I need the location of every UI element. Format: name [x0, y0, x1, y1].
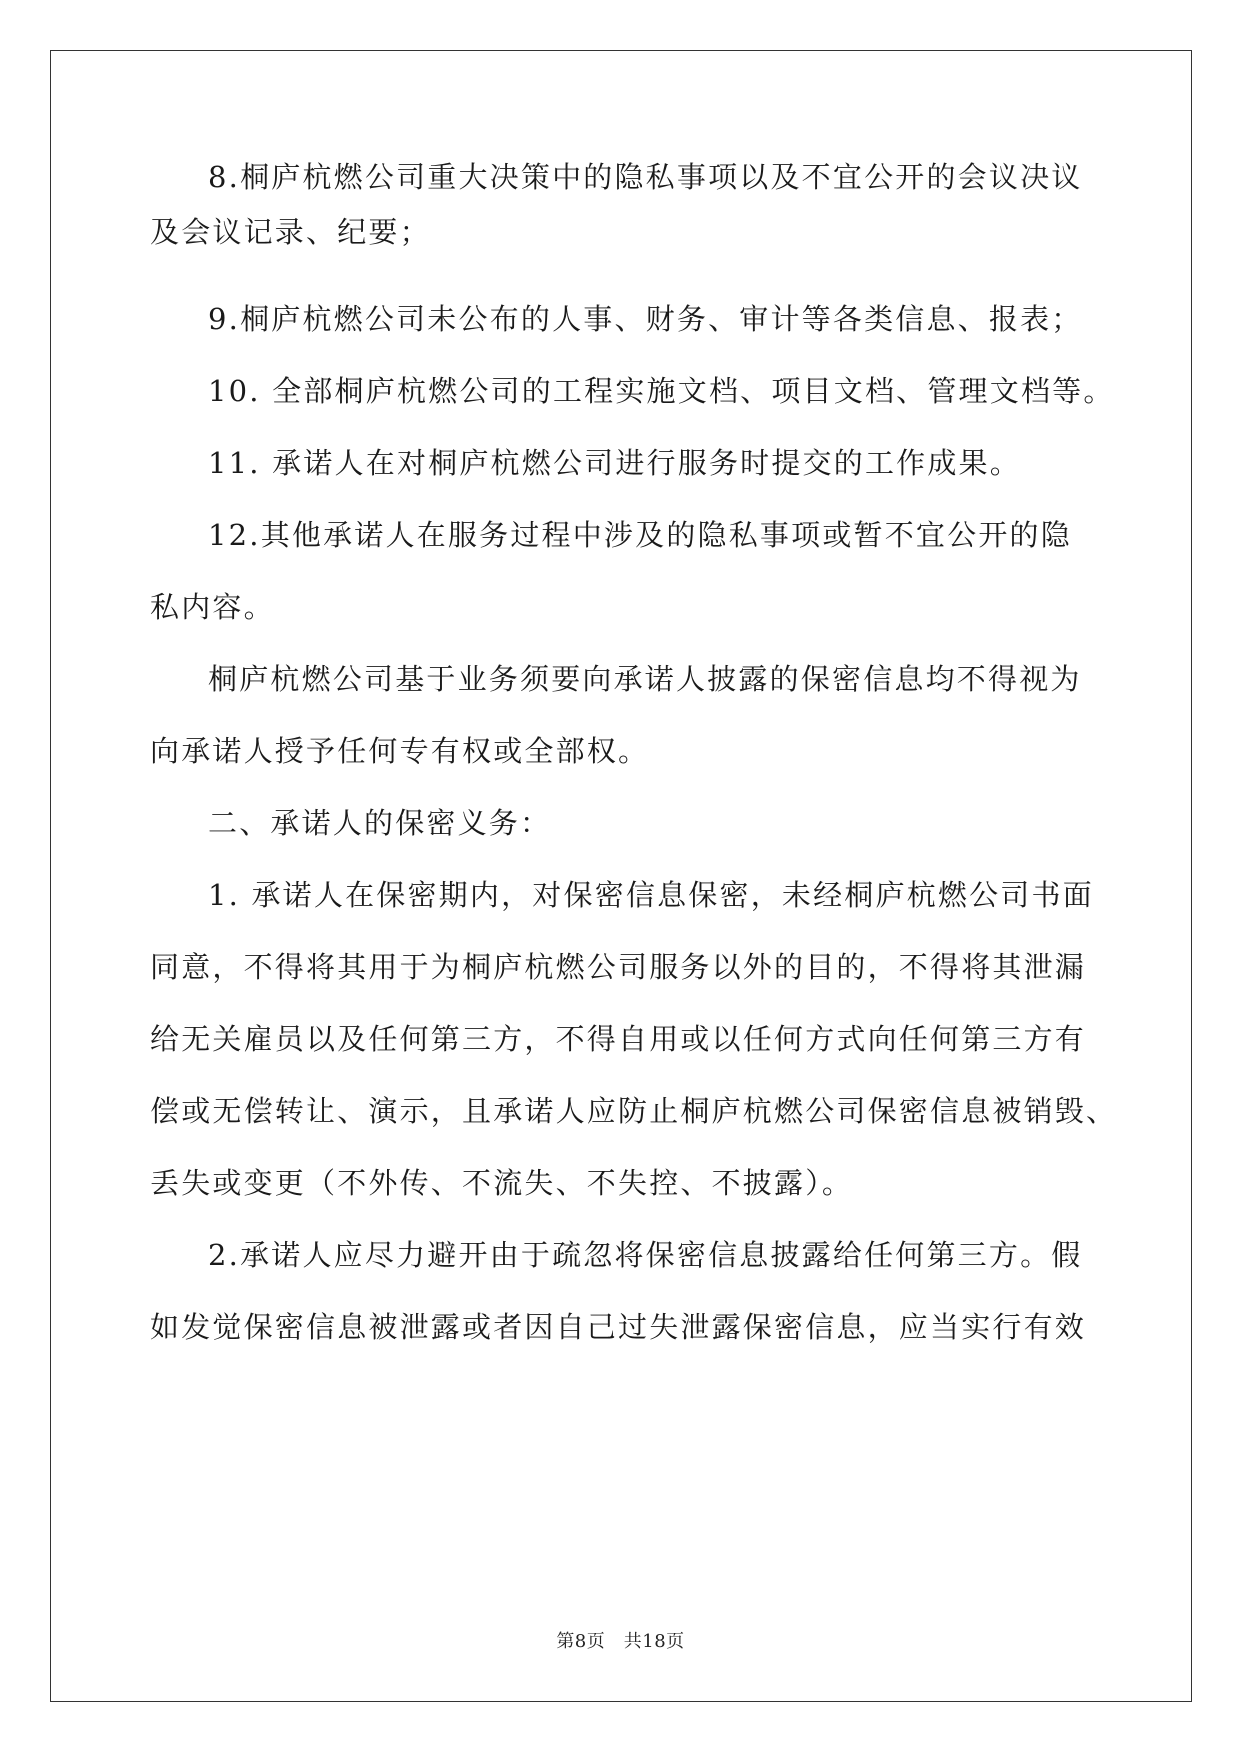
paragraph-line: 给无关雇员以及任何第三方，不得自用或以任何方式向任何第三方有 — [150, 1022, 1087, 1056]
paragraph-line: 偿或无偿转让、演示，且承诺人应防止桐庐杭燃公司保密信息被销毁、 — [150, 1094, 1118, 1128]
paragraph-line: 2.承诺人应尽力避开由于疏忽将保密信息披露给任何第三方。假 — [208, 1238, 1083, 1272]
paragraph-line: 10. 全部桐庐杭燃公司的工程实施文档、项目文档、管理文档等。 — [208, 374, 1115, 408]
paragraph-line: 及会议记录、纪要； — [150, 215, 431, 249]
paragraph-line: 9.桐庐杭燃公司未公布的人事、财务、审计等各类信息、报表； — [208, 302, 1083, 336]
paragraph-line: 私内容。 — [150, 590, 275, 624]
paragraph-line: 12.其他承诺人在服务过程中涉及的隐私事项或暂不宜公开的隐 — [208, 518, 1072, 552]
paragraph-line: 同意，不得将其用于为桐庐杭燃公司服务以外的目的，不得将其泄漏 — [150, 950, 1087, 984]
paragraph-line: 如发觉保密信息被泄露或者因自己过失泄露保密信息，应当实行有效 — [150, 1310, 1087, 1344]
paragraph-line: 向承诺人授予任何专有权或全部权。 — [150, 734, 650, 768]
paragraph-line: 1. 承诺人在保密期内，对保密信息保密，未经桐庐杭燃公司书面 — [208, 878, 1094, 912]
page-border — [50, 50, 1192, 1702]
paragraph-line: 丢失或变更（不外传、不流失、不失控、不披露）。 — [150, 1166, 854, 1200]
section-heading: 二、承诺人的保密义务： — [208, 806, 552, 840]
page-number-footer: 第8页 共18页 — [556, 1631, 685, 1652]
paragraph-line: 桐庐杭燃公司基于业务须要向承诺人披露的保密信息均不得视为 — [208, 662, 1082, 696]
paragraph-line: 8.桐庐杭燃公司重大决策中的隐私事项以及不宜公开的会议决议 — [208, 160, 1083, 194]
paragraph-line: 11. 承诺人在对桐庐杭燃公司进行服务时提交的工作成果。 — [208, 446, 1021, 480]
